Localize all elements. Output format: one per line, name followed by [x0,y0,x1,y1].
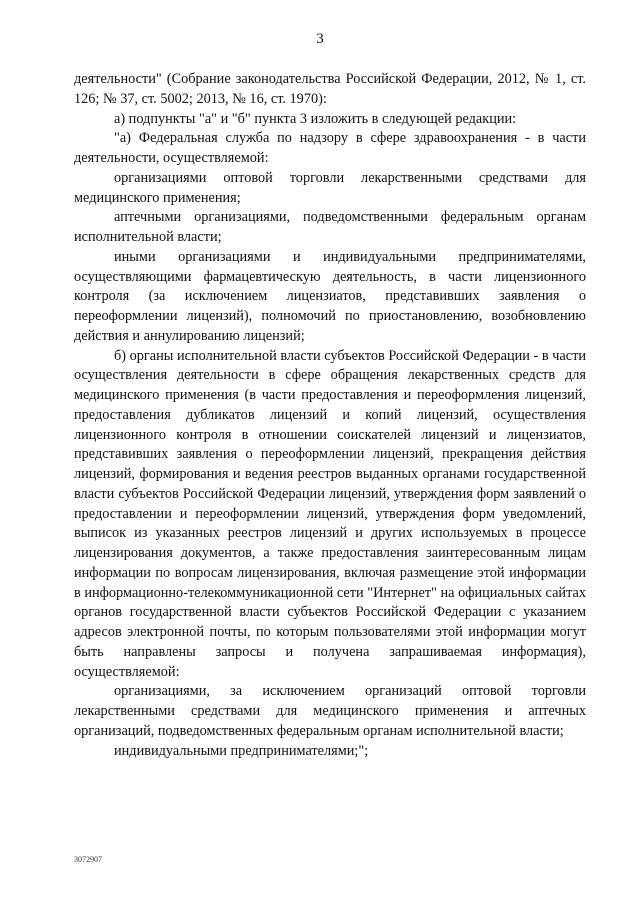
paragraph: б) органы исполнительной власти субъектов Российской Федерации - в части осуществления деятельности в сфере обращения лекарственных средств для медицинского применения (в части предоставления и переоформления лицензий, предоставления дубликатов лицензий и копий лицензий, осуществления лицензионного контроля в отношении соискателей лицензий и лицензиатов, представивших заявления о переоформлении лицензий, прекращения действия лицензий, формирования и ведения реестров выданных органами государственной власти субъектов Российской Федерации лицензий, утверждения форм заявлений о предоставлении и переоформлении лицензий, утверждения форм уведомлений, выписок из указанных реестров лицензий и других используемых в процессе лицензирования документов, а также предоставления заинтересованным лицам информации по вопросам лицензирования, включая размещение этой информации в информационно-телекоммуникационной сети "Интернет" на официальных сайтах органов государственной власти субъектов Российской Федерации с указанием адресов электронной почты, по которым пользователями этой информации могут быть направлены запросы и получена запрашиваемая информация), осуществляемой: [74,347,586,680]
page-number: 3 [316,31,324,47]
paragraph: деятельности" (Собрание законодательства Российской Федерации, 2012, № 1, ст. 126; № 37, ст. 5002; 2013, № 16, ст. 1970): [74,71,586,107]
paragraph: а) подпункты "а" и "б" пункта 3 изложить в следующей редакции: [114,110,517,127]
document-body [74,70,586,761]
paragraph: организациями оптовой торговли лекарственными средствами для медицинского применения; [74,169,586,206]
document-code: 3072907 [74,855,102,864]
paragraph: аптечными организациями, подведомственными федеральным органам исполнительной власти; [74,209,586,245]
paragraph: организациями, за исключением организаций оптовой торговли лекарственными средствами для медицинского применения и аптечных организаций, подведомственных федеральным органам исполнительной власти; [74,683,586,739]
paragraph: "а) Федеральная служба по надзору в сфере здравоохранения - в части деятельности, осуществляемой: [74,130,586,166]
paragraph: индивидуальными предпринимателями;"; [114,742,369,759]
paragraph: иными организациями и индивидуальными предпринимателями, осуществляющими фармацевтическую деятельность, в части лицензионного контроля (за исключением лицензиатов, представивших заявления о переоформлении лицензий), полномочий по приостановлению, возобновлению действия и аннулированию лицензий; [74,248,586,344]
